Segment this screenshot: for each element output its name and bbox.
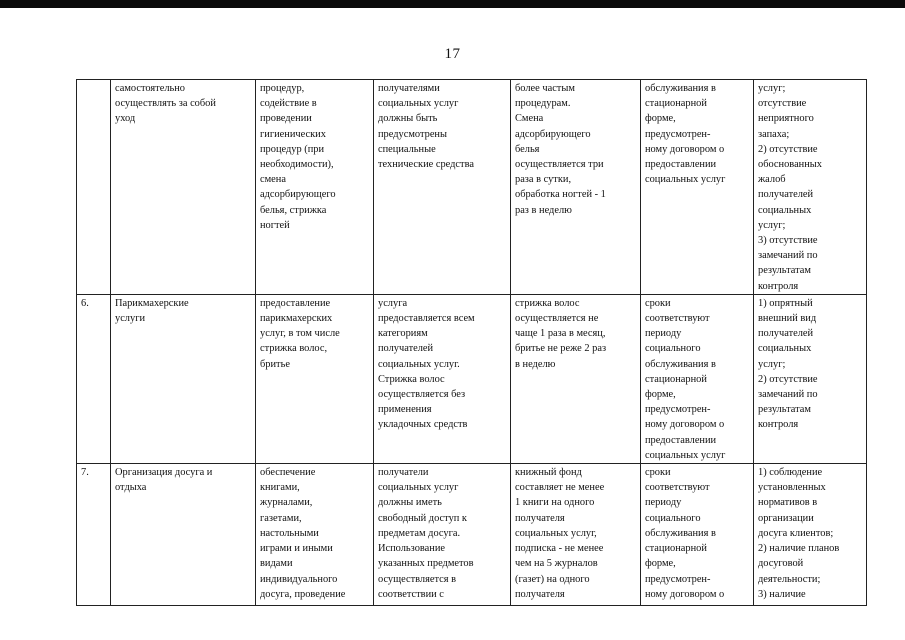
service-conditions-cell: получатели социальных услуг должны иметь свободный доступ к предметам досуга. Использование указанных предметов осуществляется в соответствии с <box>374 464 511 606</box>
service-volume-cell: книжный фонд составляет не менее 1 книги на одного получателя социальных услуг, подписка - не менее чем на 5 журналов (газет) на одного получателя <box>511 464 641 606</box>
row-number-cell: 7. <box>77 464 111 606</box>
row-number-cell <box>77 80 111 295</box>
service-name-cell: Организация досуга и отдыха <box>111 464 256 606</box>
service-name-cell: Парикмахерские услуги <box>111 294 256 463</box>
quality-indicators-cell: 1) опрятный внешний вид получателей социальных услуг; 2) отсутствие замечаний по результатам контроля <box>754 294 867 463</box>
service-description-cell: обеспечение книгами, журналами, газетами, настольными играми и иными видами индивидуального досуга, проведение <box>256 464 374 606</box>
services-table <box>76 79 867 606</box>
service-terms-cell: сроки соответствуют периоду социального обслуживания в стационарной форме, предусмотрен- ному договором о <box>641 464 754 606</box>
service-conditions-cell: услуга предоставляется всем категориям получателей социальных услуг. Стрижка волос осуществляется без применения укладочных средств <box>374 294 511 463</box>
quality-indicators-cell: 1) соблюдение установленных нормативов в организации досуга клиентов; 2) наличие планов досуговой деятельности; 3) наличие <box>754 464 867 606</box>
service-terms-cell: сроки соответствуют периоду социального обслуживания в стационарной форме, предусмотрен- ному договором о предоставлении социальных услуг <box>641 294 754 463</box>
table-row <box>77 80 867 295</box>
row-number-cell: 6. <box>77 294 111 463</box>
service-description-cell: процедур, содействие в проведении гигиенических процедур (при необходимости), смена адсорбирующего белья, стрижка ногтей <box>256 80 374 295</box>
service-volume-cell: более частым процедурам. Смена адсорбирующего белья осуществляется три раза в сутки, обработка ногтей - 1 раз в неделю <box>511 80 641 295</box>
service-volume-cell: стрижка волос осуществляется не чаще 1 раза в месяц, бритье не реже 2 раз в неделю <box>511 294 641 463</box>
service-terms-cell: обслуживания в стационарной форме, предусмотрен- ному договором о предоставлении социальных услуг <box>641 80 754 295</box>
service-name-cell: самостоятельно осуществлять за собой уход <box>111 80 256 295</box>
service-description-cell: предоставление парикмахерских услуг, в том числе стрижка волос, бритье <box>256 294 374 463</box>
top-border-bar <box>0 0 905 8</box>
table-row <box>77 294 867 463</box>
service-conditions-cell: получателями социальных услуг должны быть предусмотрены специальные технические средства <box>374 80 511 295</box>
table-row <box>77 464 867 606</box>
page-number: 17 <box>444 46 461 62</box>
quality-indicators-cell: услуг; отсутствие неприятного запаха; 2) отсутствие обоснованных жалоб получателей социальных услуг; 3) отсутствие замечаний по результатам контроля <box>754 80 867 295</box>
